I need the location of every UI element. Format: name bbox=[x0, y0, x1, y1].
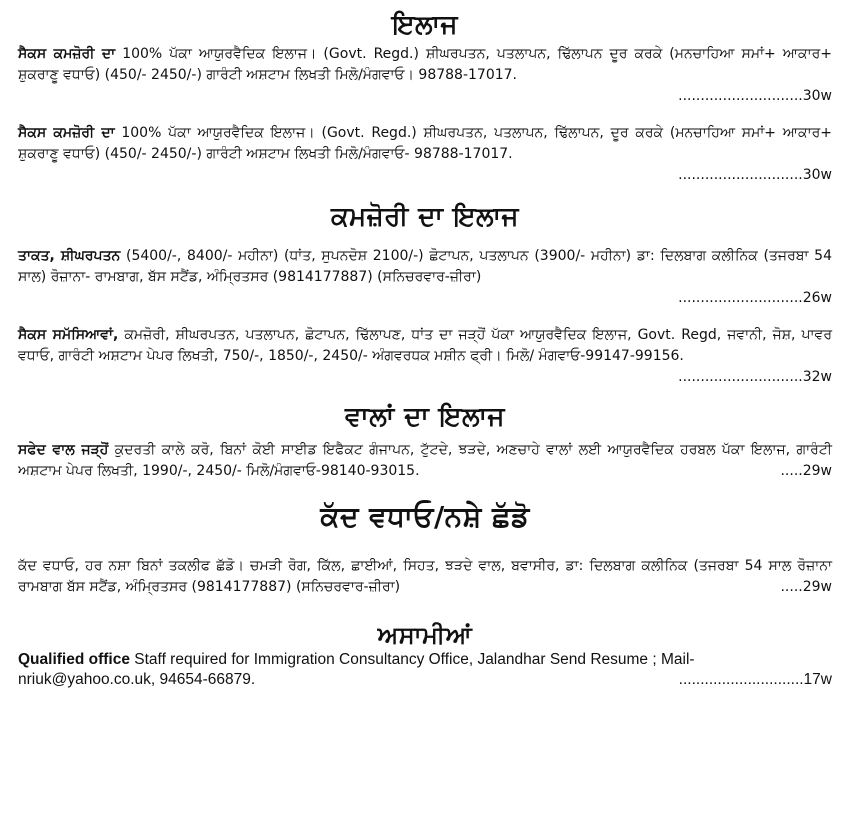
ad-lead: ਤਾਕਤ, ਸ਼ੀਘਰਪਤਨ bbox=[18, 248, 121, 264]
ad-body: ਕਮਜ਼ੋਰੀ, ਸ਼ੀਘਰਪਤਨ, ਪਤਲਾਪਨ, ਛੋਟਾਪਨ, ਢਿੱਲਾਪਣ, ਧਾਂਤ ਦਾ ਜੜ੍ਹੋਂ ਪੱਕਾ ਆਯੁਰਵੈਦਿਕ ਇਲਾਜ, Govt. Regd, ਜਵਾਨੀ, ਜੋਸ਼, ਪਾਵਰ ਵਧਾਓ, ਗਾਰੰਟੀ ਅਸ਼ਟਾਮ ਪੇਪਰ ਲਿਖਤੀ, 750/-, 1850/-, 2450/- ਅੰਗਵਰਧਕ ਮਸ਼ੀਨ ਫ੍ਰੀ। ਮਿਲੋ/ ਮੰਗਵਾਓ-99147-99156. bbox=[18, 327, 833, 364]
section-heading-vacancies: ਅਸਾਮੀਆਂ bbox=[377, 621, 473, 649]
ad-body: ਕੁਦਰਤੀ ਕਾਲੇ ਕਰੋ, ਬਿਨਾਂ ਕੋਈ ਸਾਈਡ ਇਫੈਕਟ ਗੰਜਾਪਨ, ਟੁੱਟਦੇ, ਝੜਦੇ, ਅਣਚਾਹੇ ਵਾਲਾਂ ਲਈ ਆਯੁਰਵੈਦਿਕ ਹਰਬਲ ਪੱਕਾ ਇਲਾਜ, ਗਾਰੰਟੀ ਅਸ਼ਟਾਮ ਪੇਪਰ ਲਿਖਤੀ, 1990/-, 2450/- ਮਿਲੋ/ਮੰਗਵਾਓ-98140-93015. bbox=[18, 442, 833, 479]
ad-code: .............................17w bbox=[678, 671, 832, 688]
ad-lead: Qualified office bbox=[18, 651, 130, 668]
ad-lead: ਸੈਕਸ ਸਮੱਸਿਆਵਾਂ, bbox=[18, 327, 119, 343]
ad-lead: ਸਫੇਦ ਵਾਲ ਜੜ੍ਹੋਂ bbox=[18, 442, 109, 458]
ad-code: .....29w bbox=[780, 579, 832, 595]
section-heading-hair: ਵਾਲਾਂ ਦਾ ਇਲਾਜ bbox=[345, 402, 505, 432]
ad-body: 100% ਪੱਕਾ ਆਯੁਰਵੈਦਿਕ ਇਲਾਜ। (Govt. Regd.) ਸ਼ੀਘਰਪਤਨ, ਪਤਲਾਪਨ, ਢਿੱਲਾਪਨ, ਦੂਰ ਕਰਕੇ (ਮਨਚਾਹਿਆ ਸਮਾਂ+ ਆਕਾਰ+ ਸ਼ੁਕਰਾਣੂ ਵਧਾਓ) (450/- 2450/-) ਗਾਰੰਟੀ ਅਸ਼ਟਾਮ ਲਿਖਤੀ ਮਿਲੋ/ਮੰਗਵਾਓ- 98788-17017. bbox=[18, 125, 832, 162]
section-heading-treatment: ਇਲਾਜ bbox=[391, 10, 459, 40]
ad-listing bbox=[18, 246, 832, 309]
ad-body: 100% ਪੱਕਾ ਆਯੁਰਵੈਦਿਕ ਇਲਾਜ। (Govt. Regd.) ਸ਼ੀਘਰਪਤਨ, ਪਤਲਾਪਨ, ਢਿੱਲਾਪਨ ਦੂਰ ਕਰਕੇ (ਮਨਚਾਹਿਆ ਸਮਾਂ+ ਆਕਾਰ+ ਸ਼ੁਕਰਾਣੂ ਵਧਾਓ) (450/- 2450/-) ਗਾਰੰਟੀ ਅਸ਼ਟਾਮ ਲਿਖਤੀ ਮਿਲੋ/ਮੰਗਵਾਓ। 98788-17017. bbox=[18, 46, 832, 83]
ad-listing bbox=[18, 650, 832, 690]
ad-body: ਕੱਦ ਵਧਾਓ, ਹਰ ਨਸ਼ਾ ਬਿਨਾਂ ਤਕਲੀਫ ਛੱਡੋ। ਚਮੜੀ ਰੋਗ, ਕਿੱਲ, ਛਾਈਆਂ, ਸਿਹਤ, ਝੜਦੇ ਵਾਲ, ਬਵਾਸੀਰ, ਡਾ: ਦਿਲਬਾਗ ਕਲੀਨਿਕ (ਤਜਰਬਾ 54 ਸਾਲ ਰੋਜ਼ਾਨਾ ਰਾਮਬਾਗ ਬੱਸ ਸਟੈਂਡ, ਅੰਮ੍ਰਿਤਸਰ (9814177887) (ਸਨਿਚਰਵਾਰ-ਜ਼ੀਰਾ) bbox=[18, 558, 832, 595]
section-heading-weakness: ਕਮਜ਼ੋਰੀ ਦਾ ਇਲਾਜ bbox=[330, 202, 520, 232]
ad-code: ............................26w bbox=[678, 290, 832, 306]
ad-lead: ਸੈਕਸ ਕਮਜ਼ੋਰੀ ਦਾ bbox=[18, 46, 116, 62]
ad-listing bbox=[18, 325, 832, 388]
ad-body: Staff required for Immigration Consultancy Office, Jalandhar Send Resume ; Mail- nriuk@yahoo.co.uk, 94654-66879. bbox=[18, 651, 695, 688]
ad-listing bbox=[18, 556, 832, 598]
ad-listing bbox=[18, 44, 832, 107]
ad-code: .....29w bbox=[780, 463, 832, 479]
section-heading-height-addiction: ਕੱਦ ਵਧਾਓ/ਨਸ਼ੇ ਛੱਡੋ bbox=[320, 500, 530, 533]
ad-listing bbox=[18, 123, 832, 186]
ad-lead: ਸੈਕਸ ਕਮਜ਼ੋਰੀ ਦਾ bbox=[18, 125, 115, 141]
ad-code: ............................30w bbox=[678, 88, 832, 104]
ad-body: (5400/-, 8400/- ਮਹੀਨਾ) (ਧਾਂਤ, ਸੁਪਨਦੋਸ਼ 2100/-) ਛੋਟਾਪਨ, ਪਤਲਾਪਨ (3900/- ਮਹੀਨਾ) ਡਾ: ਦਿਲਬਾਗ ਕਲੀਨਿਕ (ਤਜਰਬਾ 54 ਸਾਲ) ਰੋਜ਼ਾਨਾ- ਰਾਮਬਾਗ, ਬੱਸ ਸਟੈਂਡ, ਅੰਮ੍ਰਿਤਸਰ (9814177887) (ਸਨਿਚਰਵਾਰ-ਜ਼ੀਰਾ) bbox=[18, 248, 832, 285]
ad-code: ............................30w bbox=[678, 167, 832, 183]
ad-code: ............................32w bbox=[678, 369, 832, 385]
ad-listing bbox=[18, 440, 832, 482]
